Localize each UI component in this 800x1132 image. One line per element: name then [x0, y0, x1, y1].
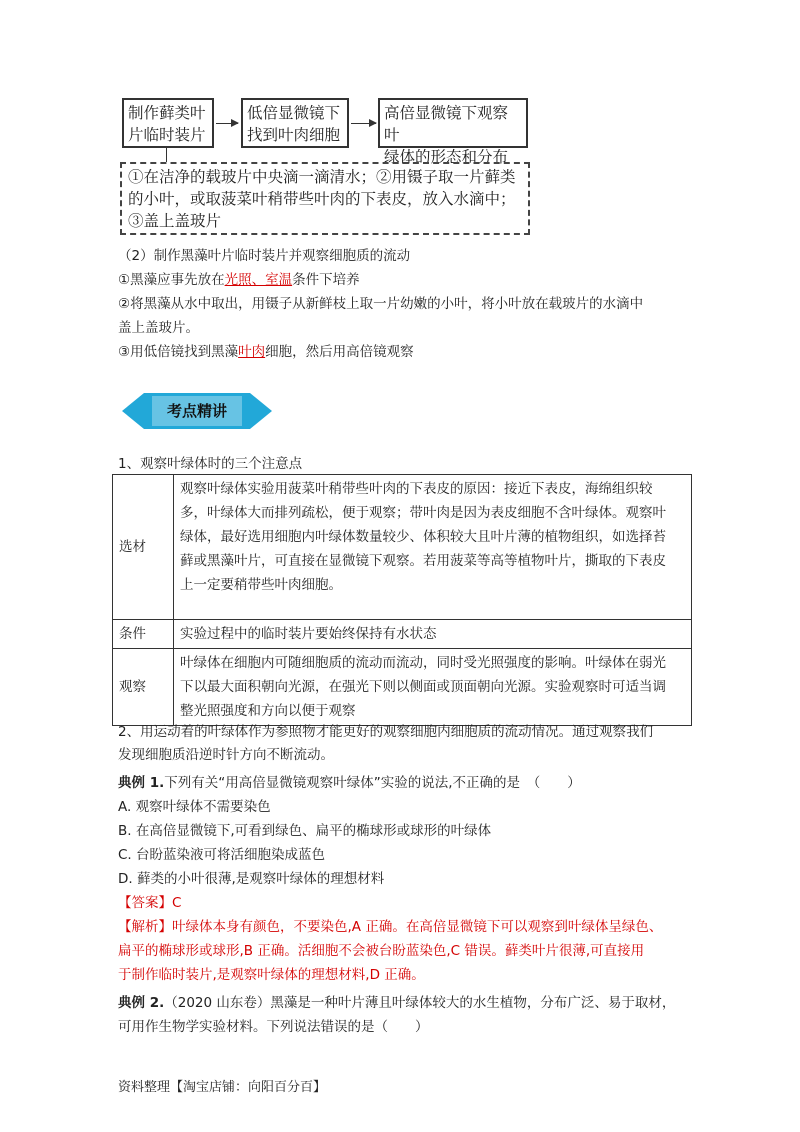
table-line: 上一定要稍带些叶肉细胞。: [180, 577, 342, 593]
flow-step-2-line-1: 低倍显微镜下: [247, 104, 341, 122]
example-2-question: （2020 山东卷）黑藻是一种叶片薄且叶绿体较大的水生植物，分布广泛、易于取材，: [164, 995, 676, 1011]
flow-step-1-line-2: 片临时装片: [128, 126, 206, 144]
point2-line-2: 发现细胞质沿逆时针方向不断流动。: [118, 747, 334, 763]
section2-step-2b: 盖上盖玻片。: [118, 320, 199, 336]
table-row-label: 条件: [113, 620, 174, 649]
table-line: 藓或黑藻叶片，可直接在显微镜下观察。若用菠菜等高等植物叶片，撕取的下表皮: [180, 553, 666, 569]
table-row: [113, 620, 692, 649]
flow-detail-line-3: ③盖上盖玻片: [128, 212, 222, 230]
section2-step-3-pre: ③用低倍镜找到黑藻: [118, 344, 239, 360]
example-2-stem-2: 可用作生物学实验材料。下列说法错误的是（ ）: [118, 1019, 429, 1035]
table-row-content: [174, 475, 692, 620]
example-2-tag: 典例 2.: [118, 995, 165, 1011]
notes-table: [112, 474, 692, 726]
flow-detail-box: [120, 162, 530, 235]
table-spacer: [180, 597, 685, 617]
example-1-option-d: D. 藓类的小叶很薄,是观察叶绿体的理想材料: [118, 871, 385, 887]
flow-arrow-1: [216, 123, 238, 124]
example-1-answer: 【答案】C: [118, 895, 182, 911]
table-line: 叶绿体在细胞内可随细胞质的流动而流动，同时受光照强度的影响。叶绿体在弱光: [180, 655, 666, 671]
flow-step-3-line-1: 高倍显微镜下观察叶: [384, 104, 509, 144]
table-line: 实验过程中的临时装片要始终保持有水状态: [180, 626, 437, 642]
notes-title: 1、观察叶绿体时的三个注意点: [118, 456, 303, 472]
example-1-analysis-3: 于制作临时装片,是观察叶绿体的理想材料,D 正确。: [118, 967, 425, 983]
table-row-content: [174, 620, 692, 649]
example-1-option-b: B. 在高倍显微镜下,可看到绿色、扁平的椭球形或球形的叶绿体: [118, 823, 492, 839]
flow-step-1: [122, 98, 214, 148]
flow-arrow-2: [351, 123, 376, 124]
page-footer: 资料整理【淘宝店铺：向阳百分百】: [118, 1080, 327, 1095]
flow-step-3-line-2: 绿体的形态和分布: [384, 148, 509, 166]
banner-label: 考点精讲: [166, 402, 227, 420]
example-1-stem: [118, 773, 581, 793]
table-row-label: 观察: [113, 649, 174, 726]
section2-step-3: [118, 342, 414, 362]
flow-step-1-line-1: 制作藓类叶: [128, 104, 206, 122]
point2-line-1: 2、用运动着的叶绿体作为参照物才能更好的观察细胞内细胞质的流动情况。通过观察我们: [118, 724, 654, 740]
example-1-analysis-1: 【解析】叶绿体本身有颜色，不要染色,A 正确。在高倍显微镜下可以观察到叶绿体呈绿色、: [118, 919, 663, 935]
flow-step-3: [378, 98, 528, 166]
flow-detail-line-1: ①在洁净的载玻片中央滴一滴清水；②用镊子取一片藓类: [128, 168, 516, 186]
table-row-content: [174, 649, 692, 726]
example-1-question: 下列有关“用高倍显微镜观察叶绿体”实验的说法,不正确的是 （ ）: [164, 775, 581, 791]
section2-step-2a: ②将黑藻从水中取出，用镊子从新鲜枝上取一片幼嫩的小叶，将小叶放在载玻片的水滴中: [118, 296, 644, 312]
example-1-option-c: C. 台盼蓝染液可将活细胞染成蓝色: [118, 847, 326, 863]
table-line: 观察叶绿体实验用菠菜叶稍带些叶肉的下表皮的原因：接近下表皮，海绵组织较: [180, 481, 653, 497]
table-row: [113, 649, 692, 726]
section2-step-3-post: 细胞，然后用高倍镜观察: [265, 344, 414, 360]
table-line: 绿体，最好选用细胞内叶绿体数量较少、体积较大且叶片薄的植物组织，如选择苔: [180, 529, 666, 545]
section2-step-1-post: 条件下培养: [292, 272, 360, 288]
flow-detail-line-2: 的小叶，或取菠菜叶稍带些叶肉的下表皮，放入水滴中；: [128, 190, 516, 208]
table-line: 整光照强度和方向以便于观察: [180, 703, 356, 719]
table-line: 多，叶绿体大而排列疏松，便于观察；带叶肉是因为表皮细胞不含叶绿体。观察叶: [180, 505, 666, 521]
section2-step-1: [118, 270, 360, 290]
example-2-stem-1: [118, 993, 675, 1013]
table-line: 下以最大面积朝向光源，在强光下则以侧面或顶面朝向光源。实验观察时可适当调: [180, 679, 666, 695]
example-1-tag: 典例 1.: [118, 775, 165, 791]
table-row-label: 选材: [113, 475, 174, 620]
flow-step-2: [241, 98, 349, 148]
section2-title: （2）制作黑藻叶片临时装片并观察细胞质的流动: [118, 248, 411, 264]
section2-step-1-pre: ①黑藻应事先放在: [118, 272, 225, 288]
section-banner: [122, 392, 272, 430]
flow-step-2-line-2: 找到叶肉细胞: [247, 126, 341, 144]
example-1-option-a: A. 观察叶绿体不需要染色: [118, 799, 271, 815]
section2-step-3-highlight: 叶肉: [238, 344, 266, 360]
example-1-analysis-2: 扁平的椭球形或球形,B 正确。活细胞不会被台盼蓝染色,C 错误。藓类叶片很薄,可直接用: [118, 943, 645, 959]
table-row: [113, 475, 692, 620]
section2-step-1-highlight: 光照、室温: [224, 272, 293, 288]
flow-connector: [166, 148, 167, 162]
